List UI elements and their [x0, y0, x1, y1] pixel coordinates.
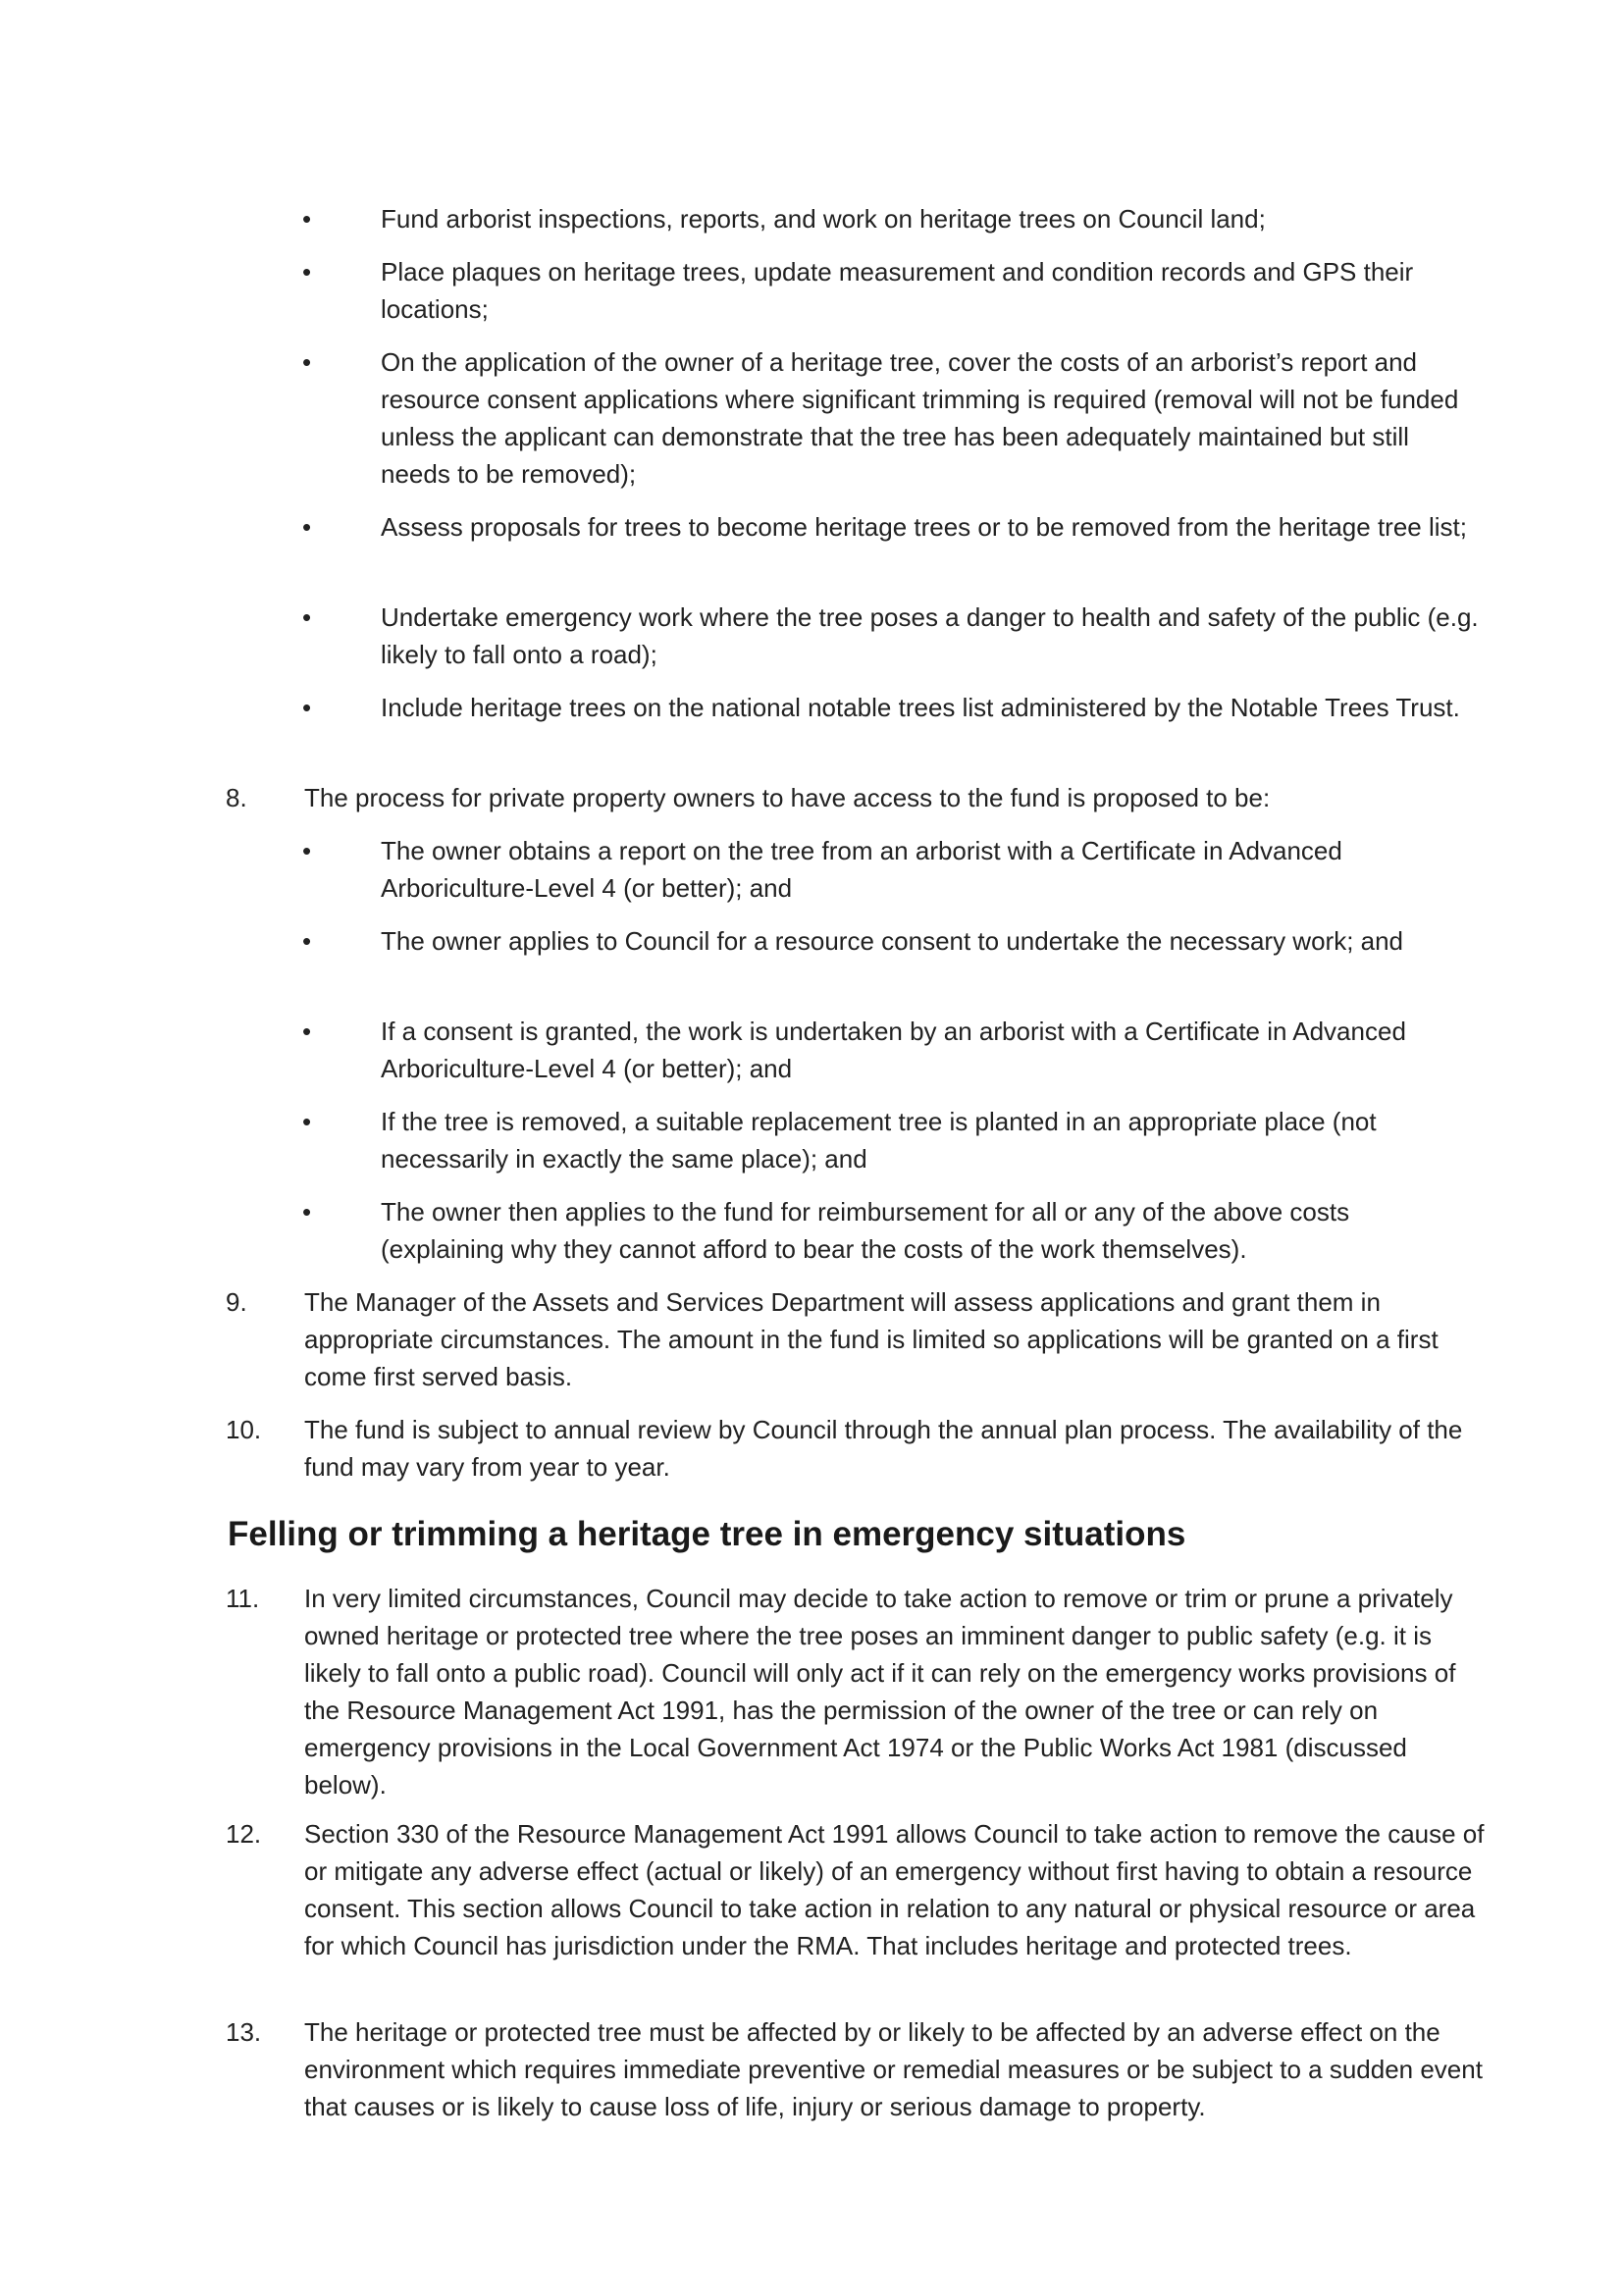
- paragraph-number: 9.: [226, 1287, 247, 1317]
- bullet-item: [302, 1193, 1480, 1268]
- bullet-text: Undertake emergency work where the tree poses a danger to health and safety of the public (e.g. likely to fall onto a road);: [381, 602, 1479, 669]
- paragraph-number: 10.: [226, 1415, 262, 1444]
- paragraph-number: 8.: [226, 783, 247, 812]
- bullet-marker: •: [302, 204, 312, 234]
- bullet-item: [302, 599, 1480, 673]
- bullet-text: The owner then applies to the fund for reimbursement for all or any of the above costs (explaining why they cannot afford to bear the costs of the work themselves).: [381, 1197, 1350, 1264]
- numbered-paragraph: [226, 779, 1492, 816]
- bullet-item: [302, 508, 1480, 546]
- paragraph-text: The Manager of the Assets and Services Department will assess applications and grant them in appropriate circumstances. The amount in the fund is limited so applications will be granted on a first come first served basis.: [304, 1287, 1439, 1391]
- bullet-text: Place plaques on heritage trees, update measurement and condition records and GPS their locations;: [381, 257, 1414, 324]
- section-heading: Felling or trimming a heritage tree in emergency situations: [228, 1515, 1186, 1553]
- bullet-marker: •: [302, 347, 312, 377]
- bullet-marker: •: [302, 1197, 312, 1226]
- numbered-paragraph: [226, 1580, 1492, 1803]
- bullet-item: [302, 200, 1480, 237]
- bullet-marker: •: [302, 693, 312, 722]
- numbered-paragraph: [226, 1815, 1492, 1964]
- bullet-item: [302, 343, 1480, 493]
- bullet-item: [302, 689, 1480, 726]
- paragraph-text: In very limited circumstances, Council may decide to take action to remove or trim or prune a privately owned heritage or protected tree where the tree poses an imminent danger to public safety (e.g. it is likely to fall onto a public road). Council will only act if it can rely on the emergency works provisions of the Resource Management Act 1991, has the permission of the owner of the tree or can rely on emergency provisions in the Local Government Act 1974 or the Public Works Act 1981 (discussed below).: [304, 1584, 1456, 1800]
- bullet-text: On the application of the owner of a heritage tree, cover the costs of an arborist’s report and resource consent applications where significant trimming is required (removal will not be funded unless the applicant can demonstrate that the tree has been adequately maintained but still needs to be removed);: [381, 347, 1459, 489]
- numbered-paragraph: [226, 1411, 1492, 1486]
- paragraph-text: The fund is subject to annual review by Council through the annual plan process. The availability of the fund may vary from year to year.: [304, 1415, 1463, 1482]
- bullet-text: Assess proposals for trees to become heritage trees or to be removed from the heritage tree list;: [381, 512, 1467, 542]
- paragraph-text: The process for private property owners to have access to the fund is proposed to be:: [304, 783, 1271, 812]
- bullet-text: The owner obtains a report on the tree from an arborist with a Certificate in Advanced Arboriculture-Level 4 (or better); and: [381, 836, 1342, 903]
- bullet-marker: •: [302, 512, 312, 542]
- bullet-marker: •: [302, 1017, 312, 1046]
- bullet-marker: •: [302, 1107, 312, 1136]
- bullet-text: The owner applies to Council for a resource consent to undertake the necessary work; and: [381, 926, 1404, 956]
- numbered-paragraph: [226, 2013, 1492, 2125]
- bullet-item: [302, 832, 1480, 907]
- bullet-text: Fund arborist inspections, reports, and work on heritage trees on Council land;: [381, 204, 1266, 234]
- paragraph-text: Section 330 of the Resource Management Act 1991 allows Council to take action to remove the cause of or mitigate any adverse effect (actual or likely) of an emergency without first having to obtain a resource consent. This section allows Council to take action in relation to any natural or physical resource or area for which Council has jurisdiction under the RMA. That includes heritage and protected trees.: [304, 1819, 1485, 1960]
- bullet-text: If the tree is removed, a suitable replacement tree is planted in an appropriate place (not necessarily in exactly the same place); and: [381, 1107, 1377, 1174]
- bullet-item: [302, 922, 1480, 960]
- bullet-text: If a consent is granted, the work is undertaken by an arborist with a Certificate in Advanced Arboriculture-Level 4 (or better); and: [381, 1017, 1406, 1083]
- bullet-marker: •: [302, 257, 312, 287]
- numbered-paragraph: [226, 1283, 1492, 1395]
- paragraph-number: 12.: [226, 1819, 262, 1849]
- paragraph-text: The heritage or protected tree must be affected by or likely to be affected by an adverse effect on the environment which requires immediate preventive or remedial measures or be subject to a sudden event that causes or is likely to cause loss of life, injury or serious damage to property.: [304, 2017, 1483, 2121]
- bullet-item: [302, 1013, 1480, 1087]
- paragraph-number: 11.: [226, 1584, 260, 1613]
- bullet-item: [302, 1103, 1480, 1177]
- paragraph-number: 13.: [226, 2017, 262, 2047]
- bullet-marker: •: [302, 602, 312, 632]
- bullet-text: Include heritage trees on the national notable trees list administered by the Notable Trees Trust.: [381, 693, 1460, 722]
- bullet-item: [302, 253, 1480, 328]
- bullet-marker: •: [302, 926, 312, 956]
- bullet-marker: •: [302, 836, 312, 865]
